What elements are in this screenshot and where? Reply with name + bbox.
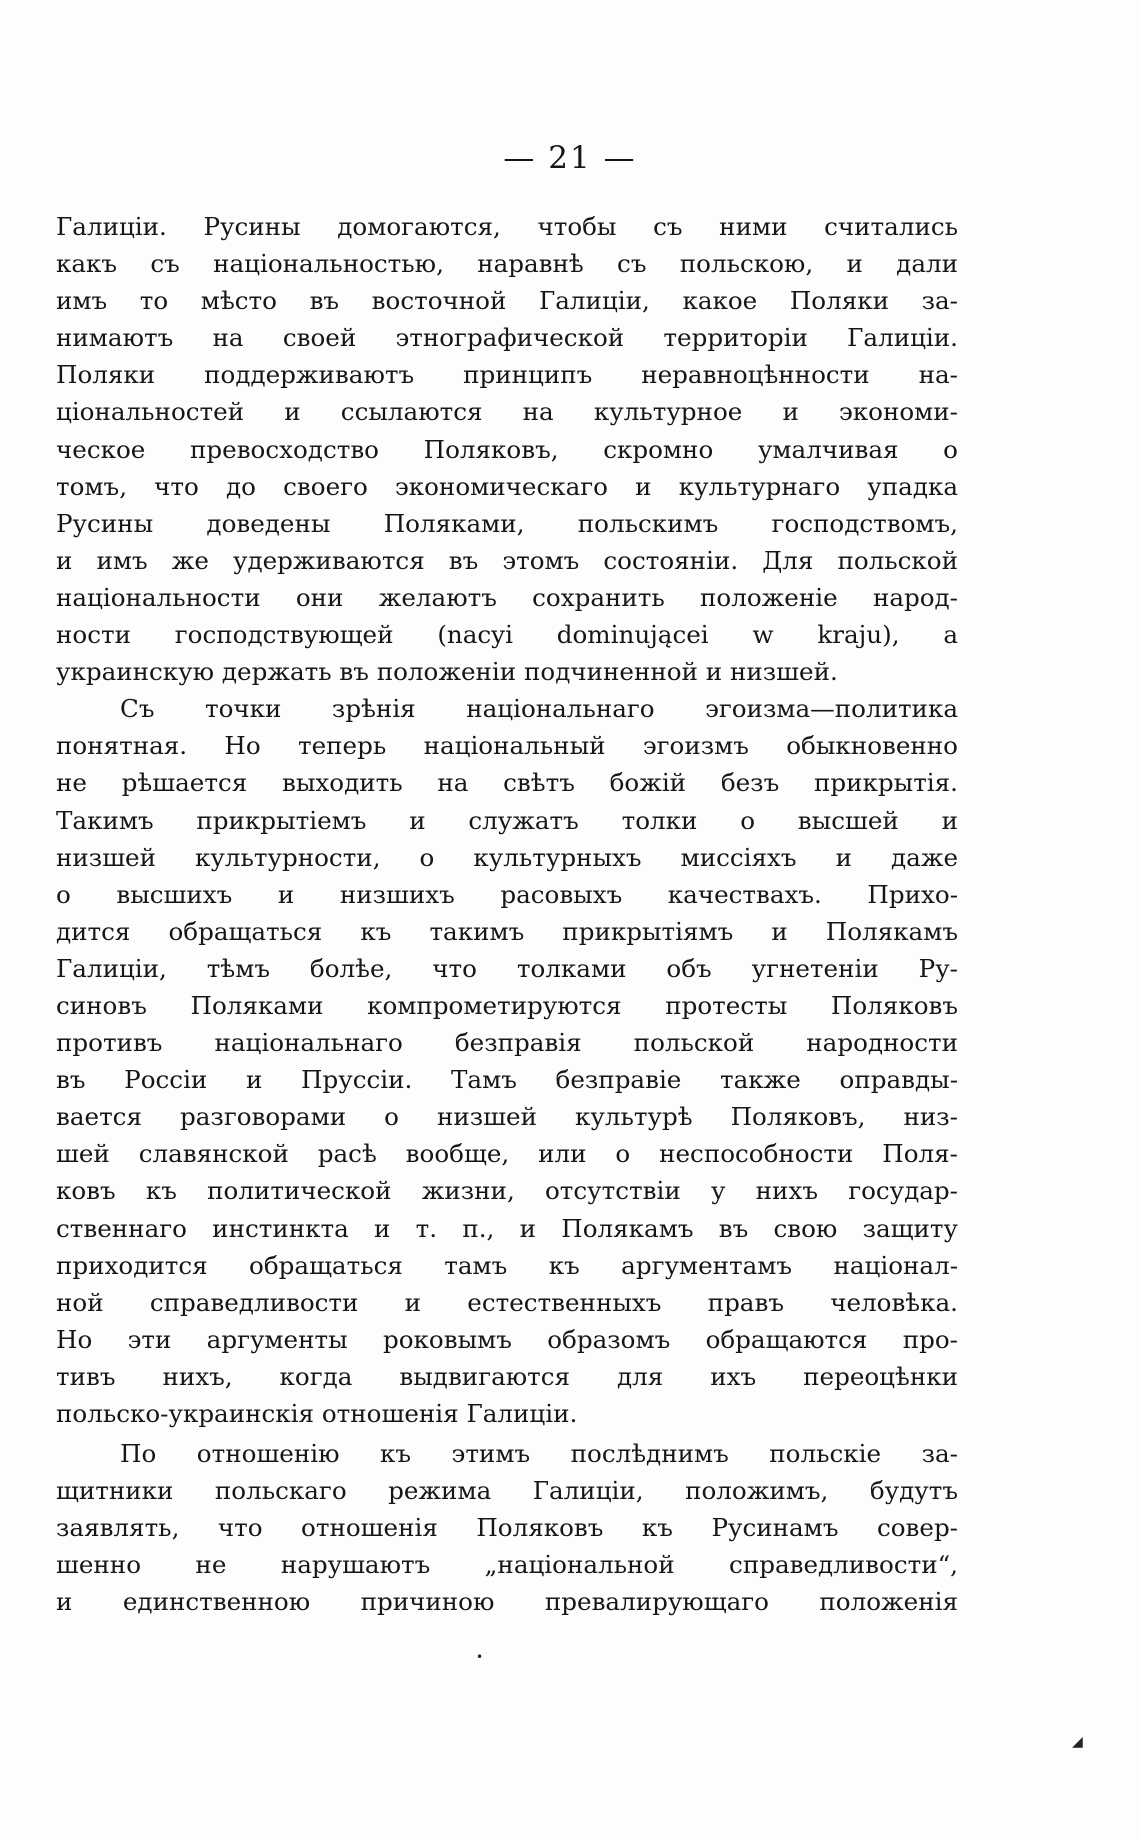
text-line: ственнаго инстинкта и т. п., и Полякамъ въ свою защиту xyxy=(56,1213,958,1243)
text-line: щитники польскаго режима Галиціи, положимъ, будутъ xyxy=(56,1476,958,1506)
paragraph xyxy=(56,1435,958,1620)
text-line: украинскую держать въ положеніи подчиненной и низшей. xyxy=(56,657,838,687)
text-line: ціональностей и ссылаются на культурное и экономи- xyxy=(56,397,958,427)
text-line: и имъ же удерживаются въ этомъ состояніи. Для польской xyxy=(56,545,958,575)
text-line: тивъ нихъ, когда выдвигаются для ихъ переоцѣнки xyxy=(56,1361,958,1391)
scan-speck: • xyxy=(476,1650,484,1664)
text-line: ной справедливости и естественныхъ правъ человѣка. xyxy=(56,1287,958,1317)
text-line: національности они желаютъ сохранить положеніе народ- xyxy=(56,582,958,612)
text-line: польско-украинскія отношенія Галиціи. xyxy=(56,1399,578,1428)
text-line: Галиціи. Русины домогаются, чтобы съ ними считались xyxy=(56,212,958,241)
text-line: какъ съ національностью, наравнѣ съ польскою, и дали xyxy=(56,249,958,279)
text-line: Но эти аргументы роковымъ образомъ обращаются про- xyxy=(56,1324,958,1354)
text-line: нимаютъ на своей этнографической территоріи Галиціи. xyxy=(56,323,958,353)
text-line: о высшихъ и низшихъ расовыхъ качествахъ. Прихо- xyxy=(56,879,958,909)
body-text xyxy=(56,208,958,1621)
text-line: вается разговорами о низшей культурѣ Поляковъ, низ- xyxy=(56,1102,958,1132)
paragraph xyxy=(56,690,958,1432)
text-line: ческое превосходство Поляковъ, скромно умалчивая о xyxy=(56,434,958,464)
text-line: Поляки поддерживаютъ принципъ неравноцѣнности на- xyxy=(56,360,958,390)
text-line: Такимъ прикрытіемъ и служатъ толки о высшей и xyxy=(56,805,958,835)
text-line: Русины доведены Поляками, польскимъ господствомъ, xyxy=(56,508,958,538)
paragraph xyxy=(56,208,958,690)
scan-speck: ◢ xyxy=(1072,1734,1083,1750)
text-line: ковъ къ политической жизни, отсутствіи у нихъ государ- xyxy=(56,1176,958,1206)
text-line: томъ, что до своего экономическаго и культурнаго упадка xyxy=(56,471,958,501)
page-number: — 21 — xyxy=(503,140,637,176)
text-line: шей славянской расѣ вообще, или о неспособности Поля- xyxy=(56,1139,958,1169)
text-line: заявлять, что отношенія Поляковъ къ Русинамъ совер- xyxy=(56,1513,958,1543)
text-line: шенно не нарушаютъ „національной справедливости“, xyxy=(56,1550,958,1580)
text-line: дится обращаться къ такимъ прикрытіямъ и Полякамъ xyxy=(56,916,958,946)
text-line: въ Россіи и Пруссіи. Тамъ безправіе также оправды- xyxy=(56,1065,958,1095)
text-line: приходится обращаться тамъ къ аргументамъ націонал- xyxy=(56,1250,958,1280)
text-line: По отношенію къ этимъ послѣднимъ польскіе за- xyxy=(120,1439,958,1469)
text-line: Съ точки зрѣнія національнаго эгоизма—политика xyxy=(120,694,958,724)
text-line: Галиціи, тѣмъ болѣе, что толками объ угнетеніи Ру- xyxy=(56,953,958,983)
text-line: имъ то мѣсто въ восточной Галиціи, какое Поляки за- xyxy=(56,286,958,316)
text-line: ности господствующей (nacyi dominującei w kraju), а xyxy=(56,620,958,650)
text-line: синовъ Поляками компрометируются протесты Поляковъ xyxy=(56,990,958,1020)
text-line: и единственною причиною превалирующаго положенія xyxy=(56,1587,958,1617)
text-line: понятная. Но теперь національный эгоизмъ обыкновенно xyxy=(56,731,958,761)
text-line: противъ національнаго безправія польской народности xyxy=(56,1028,958,1058)
text-line: не рѣшается выходить на свѣтъ божій безъ прикрытія. xyxy=(56,768,958,798)
text-line: низшей культурности, о культурныхъ миссіяхъ и даже xyxy=(56,842,958,872)
